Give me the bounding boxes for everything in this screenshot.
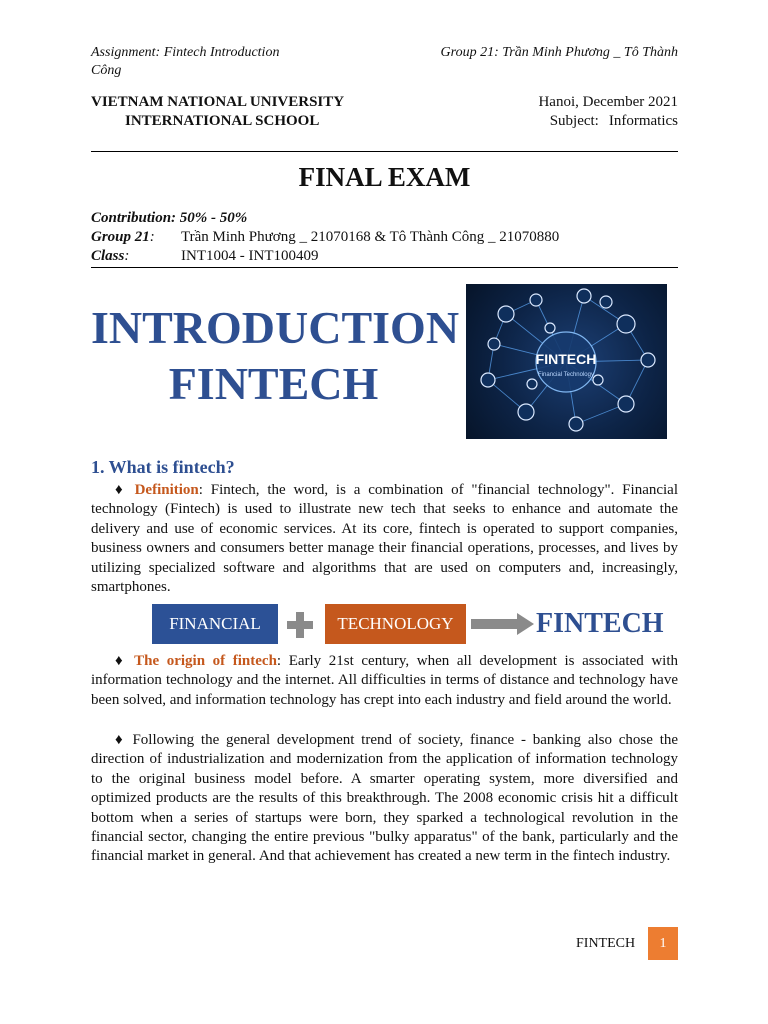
fintech-result: FINTECH xyxy=(536,608,664,639)
plus-icon xyxy=(287,612,313,638)
university-line2: INTERNATIONAL SCHOOL xyxy=(125,113,320,129)
section-heading: 1. What is fintech? xyxy=(91,457,235,477)
origin-label: The origin of fintech xyxy=(134,653,277,669)
arrow-right-icon xyxy=(471,613,534,635)
group-colon: : xyxy=(149,229,155,245)
page-number: 1 xyxy=(648,927,678,960)
subject-value: Informatics xyxy=(608,113,678,129)
origin-text: : Early 21st century, when all development is associated with information technology and the internet. All difficulties in terms of distance and technology have been solved, and information technology has crept into each industry and field around the world. xyxy=(91,653,679,708)
university-line1: VIETNAM NATIONAL UNIVERSITY xyxy=(91,94,345,110)
fintech-equation-diagram xyxy=(91,604,678,646)
subject-line xyxy=(538,112,678,131)
footer-label: FINTECH xyxy=(576,936,636,951)
hero-title: FINTECH xyxy=(535,351,597,367)
info-divider xyxy=(91,267,678,268)
group-value: Trần Minh Phương _ 21070168 & Tô Thành Công _ 21070880 xyxy=(181,229,560,245)
definition-paragraph xyxy=(91,481,678,597)
group-row xyxy=(91,228,559,247)
class-row xyxy=(91,247,559,266)
contribution: Contribution: 50% - 50% xyxy=(91,210,248,226)
origin-paragraph xyxy=(91,652,678,710)
fintech-network-image xyxy=(466,284,667,439)
network-graphic xyxy=(466,284,667,439)
technology-box: TECHNOLOGY xyxy=(325,604,466,644)
header-divider xyxy=(91,151,678,152)
group-label: Group 21 xyxy=(91,229,150,245)
financial-box: FINANCIAL xyxy=(152,604,278,644)
document-title xyxy=(91,300,460,412)
class-colon: : xyxy=(124,248,130,264)
following-paragraph xyxy=(91,731,678,867)
document-page xyxy=(91,0,678,1024)
diamond-bullet-icon: ♦ xyxy=(115,482,127,498)
definition-label: Definition xyxy=(134,482,199,498)
exam-title: FINAL EXAM xyxy=(298,162,471,192)
diamond-bullet-icon: ♦ xyxy=(115,653,127,669)
place-and-subject xyxy=(538,93,678,131)
subject-label: Subject: xyxy=(549,113,599,129)
group-label-wrap xyxy=(91,228,181,247)
place-date: Hanoi, December 2021 xyxy=(538,94,678,110)
group-names: Group 21: Trần Minh Phương _ Tô Thành xyxy=(440,45,678,60)
definition-text: : Fintech, the word, is a combination of "financial technology". Financial technology (Fintech) is used to illustrate new tech that seeks to enhance and automate the delivery and use of economic services. At its core, fintech is operated to support companies, business owners and consumers better manage their financial operations, processes, and lives by utilizing specialized software and algorithms that are used on computers and, increasingly, smartphones. xyxy=(91,482,679,596)
document-title-line2: FINTECH xyxy=(168,358,379,409)
assignment-title: Assignment: Fintech Introduction Công xyxy=(91,45,280,78)
university-name xyxy=(91,93,344,131)
following-text: Following the general development trend of society, finance - banking also chose the direction of industrialization and modernization from the application of information technology to the original business model before. A smarter operating system, more diversified and optimized products are the results of this breakthrough. The 2008 economic crisis hit a difficult bottom when a series of startups were born, they sparked a technological revolution in the financial sector, changing the entire previous "bulky apparatus" of the bank, particularly and the financial market in general. And that achievement has created a new term in the fintech industry. xyxy=(91,732,679,865)
class-label: Class xyxy=(91,248,125,264)
document-title-line1: INTRODUCTION xyxy=(91,302,460,353)
diamond-bullet-icon: ♦ xyxy=(115,732,126,748)
exam-info xyxy=(91,209,559,266)
class-label-wrap xyxy=(91,247,181,266)
hero-subtitle: Financial Technology xyxy=(538,372,594,378)
class-value: INT1004 - INT100409 xyxy=(181,248,319,264)
